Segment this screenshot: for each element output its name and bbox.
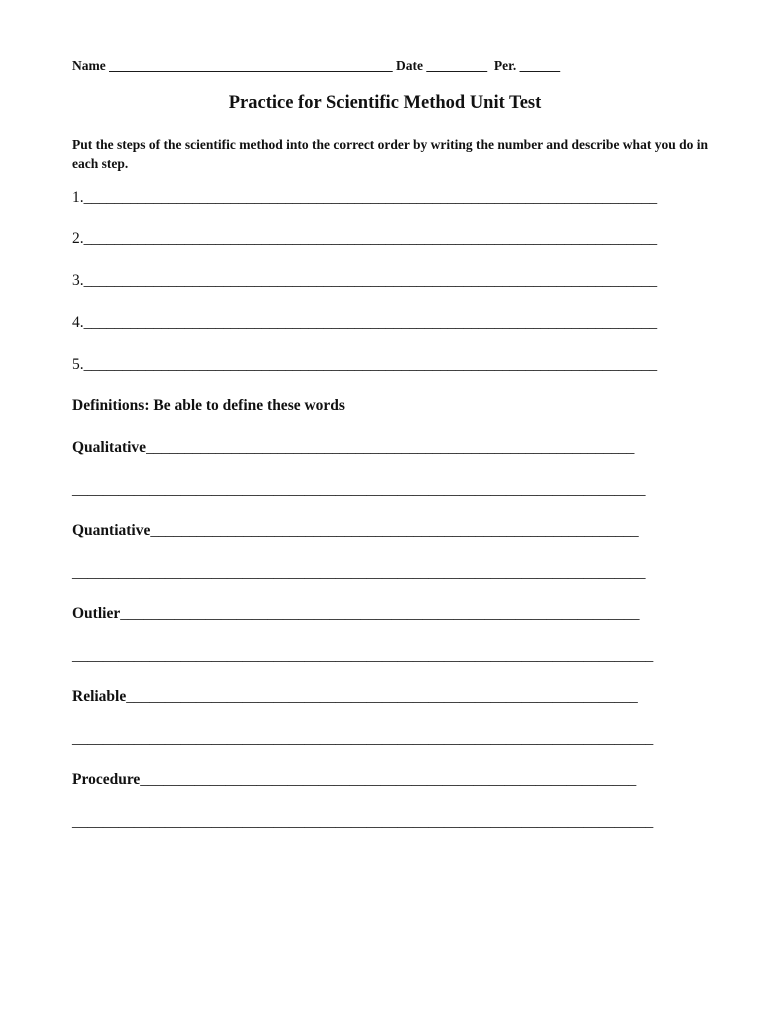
header-row — [72, 59, 560, 73]
term-label: Quantiative — [72, 522, 151, 539]
period-label: Per. — [493, 58, 517, 73]
period-blank: ______ — [519, 58, 561, 73]
term-blank: _______________________________________________________________ — [150, 522, 639, 539]
answer-line: __________________________________________________________________________ — [72, 481, 646, 498]
step-line-5: 5.__________________________________________________________________________ — [72, 356, 658, 373]
answer-line: ___________________________________________________________________________ — [72, 813, 654, 830]
step-line-2: 2.__________________________________________________________________________ — [72, 230, 658, 247]
page-title: Practice for Scientific Method Unit Test — [228, 93, 542, 113]
term-blank: ________________________________________________________________ — [140, 771, 637, 788]
definition-procedure — [72, 772, 636, 788]
step-line-4: 4.__________________________________________________________________________ — [72, 314, 658, 331]
definition-outlier — [72, 606, 639, 622]
definition-quantiative — [72, 523, 639, 539]
step-line-1: 1.__________________________________________________________________________ — [72, 189, 658, 206]
term-blank: ___________________________________________________________________ — [120, 605, 640, 622]
answer-line: __________________________________________________________________________ — [72, 564, 646, 581]
instructions: Put the steps of the scientific method into the correct order by writing the number and describe what you do in each step. — [72, 137, 708, 171]
definitions-heading: Definitions: Be able to define these words — [72, 397, 345, 414]
answer-line: ___________________________________________________________________________ — [72, 647, 654, 664]
definition-reliable — [72, 689, 638, 705]
term-blank: _______________________________________________________________ — [146, 439, 635, 456]
term-blank: __________________________________________________________________ — [126, 688, 638, 705]
date-blank: _________ — [426, 58, 488, 73]
step-line-3: 3.__________________________________________________________________________ — [72, 272, 658, 289]
name-label: Name — [72, 58, 106, 73]
term-label: Procedure — [72, 771, 141, 788]
term-label: Reliable — [72, 688, 127, 705]
answer-line: ___________________________________________________________________________ — [72, 730, 654, 747]
term-label: Qualitative — [72, 439, 147, 456]
term-label: Outlier — [72, 605, 121, 622]
date-label: Date — [396, 58, 423, 73]
definition-qualitative — [72, 440, 634, 456]
name-blank: __________________________________________ — [109, 58, 393, 73]
